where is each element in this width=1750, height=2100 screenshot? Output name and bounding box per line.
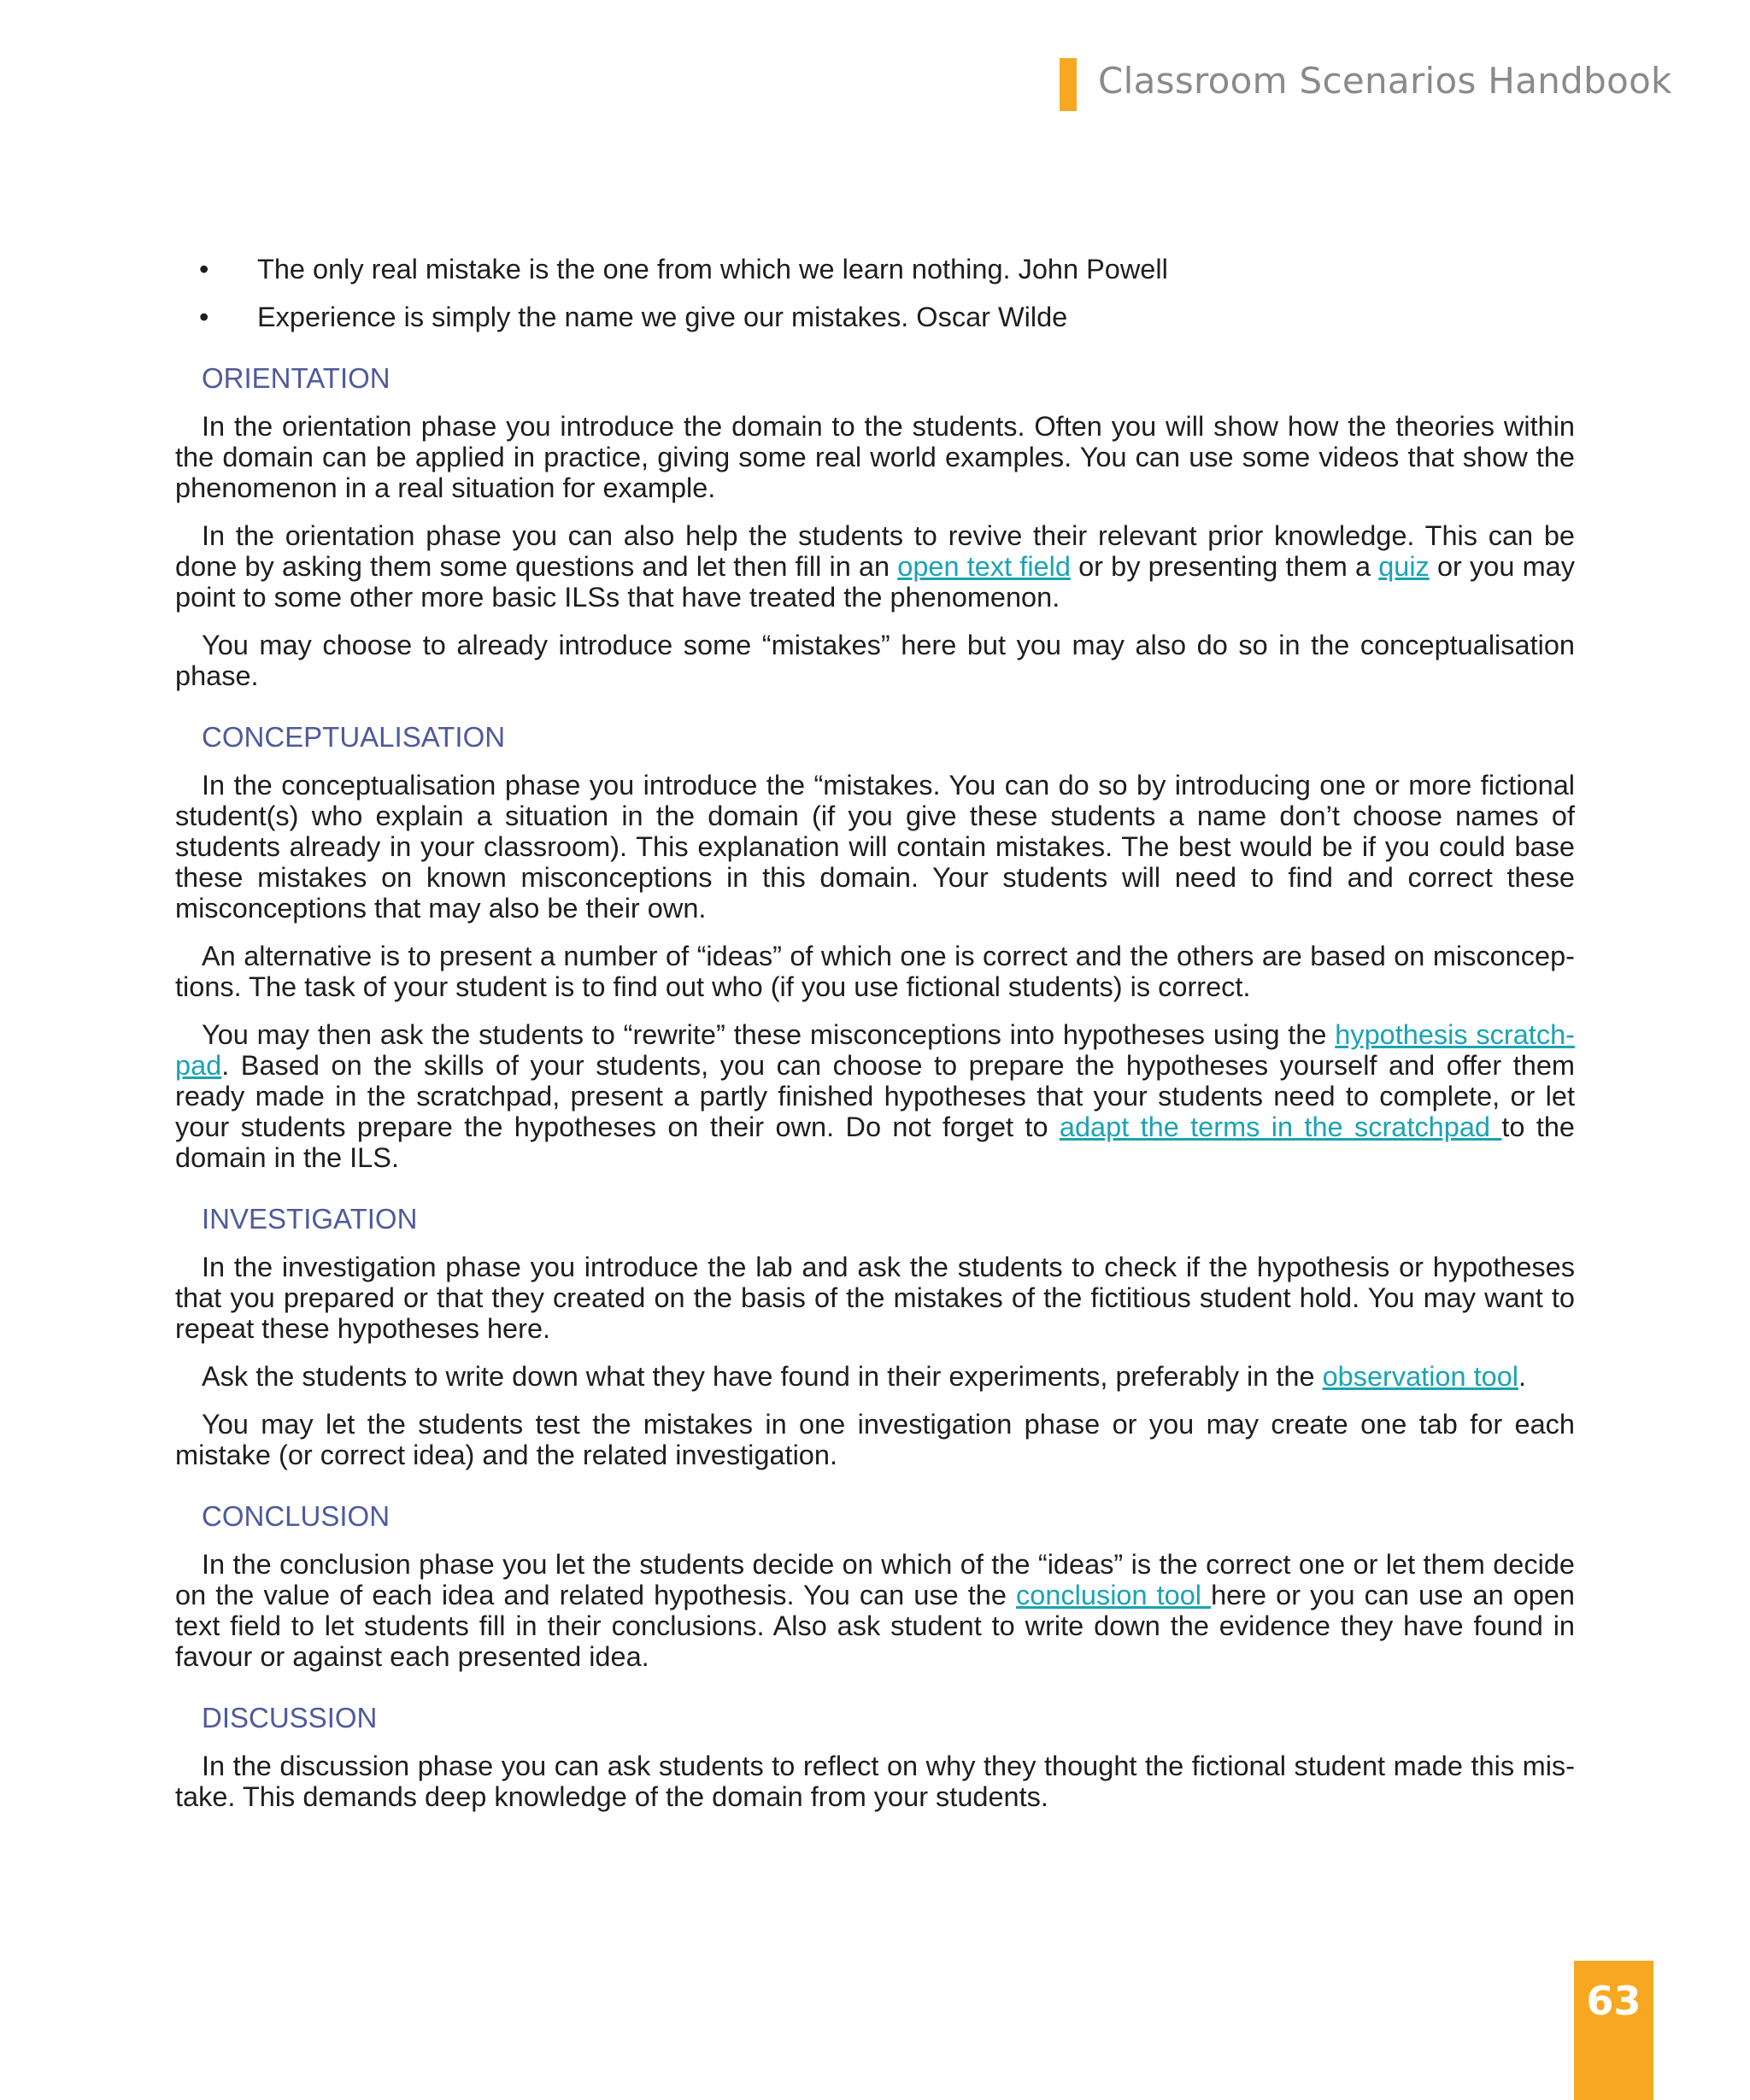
bullet-icon: •	[199, 302, 209, 332]
paragraph: In the investigation phase you introduce the lab and ask the students to check if the hypothesis or hypotheses that you prepared or that they created on the basis of the mistakes of the fictitious student hold. You may want to repeat these hypotheses here.	[175, 1252, 1575, 1344]
page-number-tab	[1574, 1961, 1653, 2100]
paragraph: You may let the students test the mistakes in one investigation phase or you may create one tab for each mistake (or correct idea) and the related investigation.	[175, 1409, 1575, 1470]
open-text-field-link[interactable]: open text field	[897, 551, 1071, 582]
section-heading-conceptualisation: CONCEPTUALISATION	[202, 721, 506, 753]
adapt-terms-link[interactable]: adapt the terms in the scratchpad	[1059, 1112, 1502, 1142]
list-item	[175, 254, 1575, 284]
section-heading-orientation: ORIENTATION	[202, 362, 391, 394]
paragraph: In the orientation phase you introduce the domain to the students. Often you will show how the theories within the domain can be applied in practice, giving some real world examples. You can use some videos that show the phenomenon in a real situation for example.	[175, 411, 1575, 503]
conclusion-tool-link[interactable]: conclusion tool	[1016, 1580, 1212, 1610]
quote-text: Experience is simply the name we give our mistakes. Oscar Wilde	[257, 302, 1068, 332]
paragraph: You may then ask the students to “rewrite” these misconceptions into hypotheses using the hypothesis scratchpad. Based on the skills of your students, you can choose to prepare the hypotheses yourself and offer them ready made in the scratchpad, present a partly finished hypotheses that your students need to complete, or let your students prepare the hypotheses on their own. Do not forget to adapt the terms in the scratchpad to the domain in the ILS.	[175, 1019, 1575, 1173]
list-item	[175, 302, 1575, 332]
quiz-link[interactable]: quiz	[1378, 551, 1430, 582]
paragraph: An alternative is to present a number of “ideas” of which one is correct and the others are based on misconceptions. The task of your student is to find out who (if you use fictional students) is correct.	[175, 941, 1575, 1002]
header-accent-bar	[1060, 58, 1077, 111]
bullet-icon: •	[199, 254, 209, 284]
paragraph: In the conceptualisation phase you introduce the “mistakes. You can do so by introducing one or more fictional student(s) who explain a situation in the domain (if you give these students a name don’t choose names of students already in your classroom). This explanation will contain mistakes. The best would be if you could base these mistakes on known misconceptions in this domain. Your students will need to find and correct these misconceptions that may also be their own.	[175, 770, 1575, 924]
paragraph: In the orientation phase you can also help the students to revive their relevant prior knowledge. This can be done by asking them some questions and let then fill in an open text field or by presenting them a quiz or you may point to some other more basic ILSs that have treated the phenomenon.	[175, 520, 1575, 613]
paragraph: In the discussion phase you can ask students to reflect on why they thought the fictional student made this mistake. This demands deep knowledge of the domain from your students.	[175, 1751, 1575, 1812]
quote-text: The only real mistake is the one from which we learn nothing. John Powell	[257, 254, 1168, 284]
section-heading-discussion: DISCUSSION	[202, 1702, 378, 1733]
paragraph: You may choose to already introduce some “mistakes” here but you may also do so in the conceptualisation phase.	[175, 630, 1575, 691]
section-heading-investigation: INVESTIGATION	[202, 1203, 418, 1235]
handbook-title: Classroom Scenarios Handbook	[1098, 60, 1672, 102]
paragraph: In the conclusion phase you let the students decide on which of the “ideas” is the correct one or let them decide on the value of each idea and related hypothesis. You can use the conclusion tool here or you can use an open text field to let students fill in their conclusions. Also ask student to write down the evidence they have found in favour or against each presented idea.	[175, 1549, 1575, 1672]
page-content	[175, 254, 1575, 1829]
paragraph: Ask the students to write down what they have found in their experiments, preferably in the observation tool.	[202, 1361, 1527, 1392]
section-heading-conclusion: CONCLUSION	[202, 1500, 391, 1532]
hypothesis-scratchpad-link[interactable]: hypothesis scratchpad	[175, 1019, 1575, 1081]
observation-tool-link[interactable]: observation tool	[1322, 1361, 1519, 1392]
quote-list	[175, 254, 1575, 332]
page-number: 63	[1586, 1978, 1641, 2024]
